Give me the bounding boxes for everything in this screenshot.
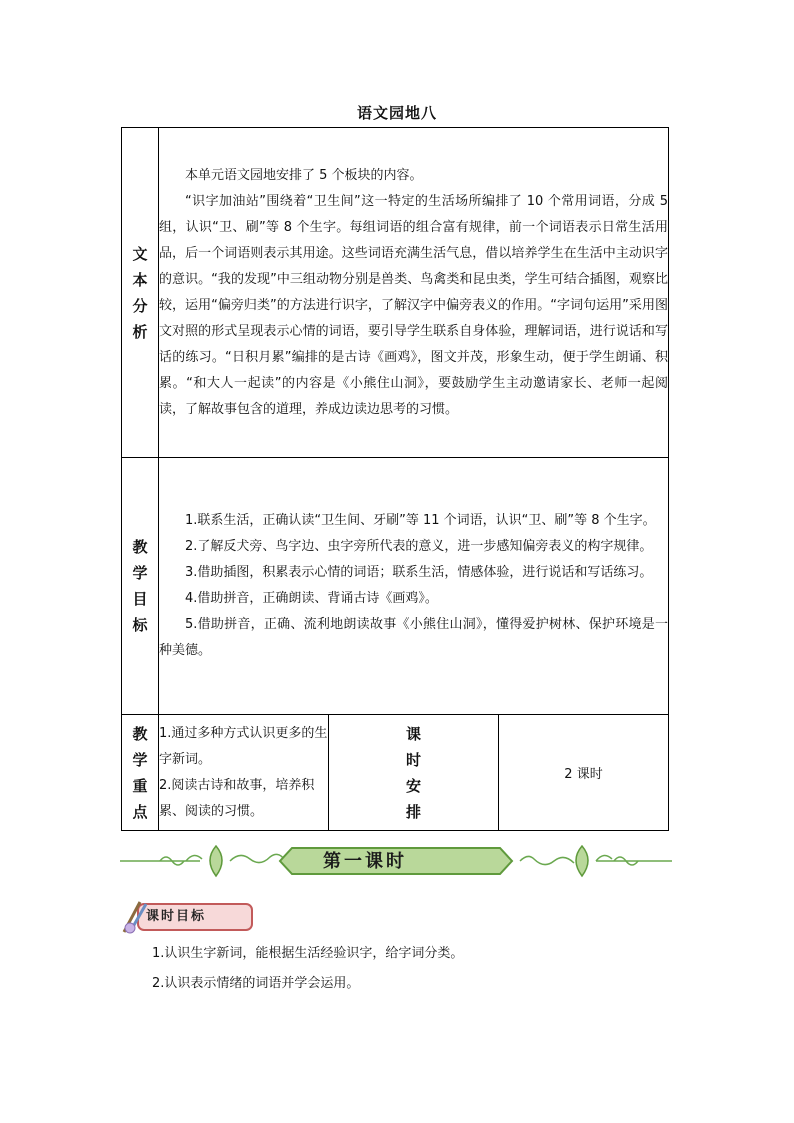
analysis-header xyxy=(122,128,159,458)
objective-item: 2.认识表示情绪的词语并学会运用。 xyxy=(152,976,360,991)
header-char: 本 xyxy=(132,270,148,289)
key-points-list xyxy=(159,715,329,831)
left-vine xyxy=(120,855,202,865)
objective-item: 1.认识生字新词，能根据生活经验识字，给字词分类。 xyxy=(152,946,464,961)
header-char: 排 xyxy=(405,802,421,821)
analysis-row xyxy=(122,128,669,458)
header-char: 点 xyxy=(132,802,148,821)
header-char: 学 xyxy=(132,750,148,769)
goal-item: 5.借助拼音，正确、流利地朗读故事《小熊住山洞》，懂得爱护树林、保护环境是一种美德。 xyxy=(159,617,668,658)
header-char: 文 xyxy=(132,244,148,263)
header-char: 学 xyxy=(132,564,148,582)
right-leaf-icon xyxy=(576,846,588,876)
header-char: 时 xyxy=(405,750,421,769)
header-char: 教 xyxy=(132,724,148,743)
analysis-paragraph: “识字加油站”围绕着“卫生间”这一特定的生活场所编排了 10 个常用词语，分成 5 组，认识“卫、刷”等 8 个生字。每组词语的组合富有规律，前一个词语表示日常生活用品，后一个词语则表示其用途。这些词语充满生活气息，借以培养学生在生活中主动识字的意识。“我的发现”中三组动物分别是兽类、鸟禽类和昆虫类，学生可结合插图，观察比较，运用“偏旁归类”的方法进行识字，了解汉字中偏旁表义的作用。“字词句运用”采用图文对照的形式呈现表示心情的词语，要引导学生联系自身体验，理解词语，进行说话和写话的练习。“日积月累”编排的是古诗《画鸡》，图文并茂，形象生动，便于学生朗诵、积累。“和大人一起读”的内容是《小熊住山洞》，要鼓励学生主动邀请家长、老师一起阅读，了解故事包含的道理，养成边读边思考的习惯。 xyxy=(159,193,668,417)
left-leaf-icon xyxy=(210,846,222,876)
header-char: 教 xyxy=(132,538,148,556)
key-points-row xyxy=(122,715,669,831)
goals-row xyxy=(122,458,669,715)
objectives-label: 课时目标 xyxy=(146,909,207,924)
lesson-banner-title: 第一课时 xyxy=(323,851,407,872)
header-char: 重 xyxy=(132,776,148,795)
analysis-paragraph: 本单元语文园地安排了 5 个板块的内容。 xyxy=(185,167,423,183)
right-vine xyxy=(596,855,672,865)
goals-header xyxy=(122,458,159,715)
arrangement-value: 2 课时 xyxy=(499,715,669,831)
goals-list xyxy=(159,458,669,715)
header-char: 析 xyxy=(132,322,148,341)
goal-item: 4.借助拼音，正确朗读、背诵古诗《画鸡》。 xyxy=(185,591,438,606)
header-char: 分 xyxy=(132,296,148,315)
header-char: 课 xyxy=(405,724,421,743)
lesson-plan-table xyxy=(121,127,669,831)
goal-item: 3.借助插图，积累表示心情的词语；联系生活，情感体验，进行说话和写话练习。 xyxy=(185,565,653,580)
arrangement-header xyxy=(329,715,499,831)
goal-item: 2.了解反犬旁、鸟字边、虫字旁所代表的意义，进一步感知偏旁表义的构字规律。 xyxy=(185,539,653,554)
header-char: 目 xyxy=(132,590,148,608)
key-point-item: 2.阅读古诗和故事，培养积累、阅读的习惯。 xyxy=(159,777,315,819)
key-point-item: 1.通过多种方式认识更多的生字新词。 xyxy=(159,725,328,767)
key-points-header xyxy=(122,715,159,831)
right-vine-inner xyxy=(520,856,574,864)
goal-item: 1.联系生活，正确认读“卫生间、牙刷”等 11 个词语，认识“卫、刷”等 8 个生字。 xyxy=(185,513,656,528)
header-char: 安 xyxy=(405,776,421,795)
document-title: 语文园地八 xyxy=(356,104,437,122)
header-char: 标 xyxy=(132,616,148,634)
analysis-text xyxy=(159,128,669,458)
